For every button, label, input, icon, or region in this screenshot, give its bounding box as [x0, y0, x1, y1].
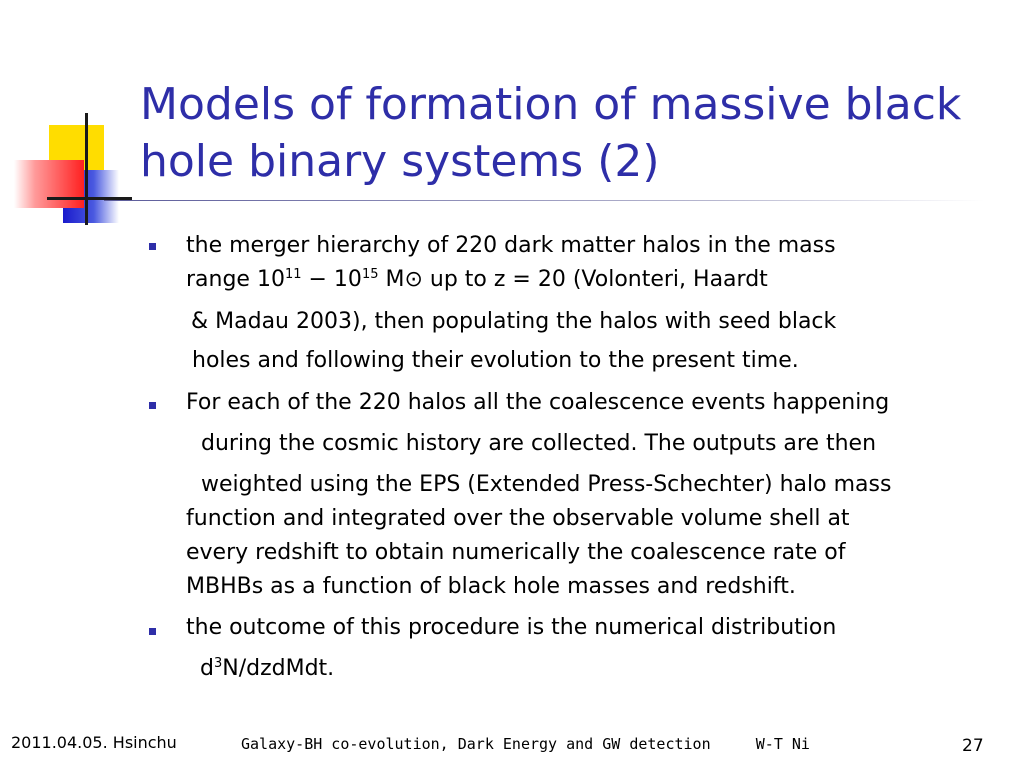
slide-title	[140, 76, 1000, 190]
bullet-2-line-3: weighted using the EPS (Extended Press-Schechter) halo mass	[201, 472, 892, 497]
bullet-3-line-2: $d^3N$/dzdMdt.	[200, 656, 335, 681]
bullet-1-line-3: & Madau 2003), then populating the halos with seed black	[191, 309, 837, 334]
bullet-2-line-6: MBHBs as a function of black hole masses and redshift.	[186, 574, 796, 599]
title-divider	[104, 200, 984, 201]
title-line-1: Models of formation of massive black	[140, 79, 962, 130]
bullet-marker	[149, 628, 156, 635]
bullet-2-line-1: For each of the 220 halos all the coalescence events happening	[186, 390, 890, 415]
bullet-marker	[149, 243, 156, 250]
bullet-2-line-2: during the cosmic history are collected. The outputs are then	[201, 431, 877, 456]
bullet-2-line-4: function and integrated over the observable volume shell at	[186, 506, 850, 531]
bullet-1-line-4: holes and following their evolution to the present time.	[192, 348, 799, 373]
footer-date-location: 2011.04.05. Hsinchu	[11, 733, 177, 752]
bullet-1-line-1: the merger hierarchy of 220 dark matter halos in the mass	[186, 233, 836, 258]
bullet-2-line-5: every redshift to obtain numerically the coalescence rate of	[186, 540, 846, 565]
bullet-3-line-1: the outcome of this procedure is the numerical distribution	[186, 615, 837, 640]
decor-red-square	[14, 160, 84, 208]
footer-presentation-title: Galaxy-BH co-evolution, Dark Energy and GW detection W-T Ni	[241, 735, 810, 753]
slide-number: 27	[962, 736, 984, 756]
bullet-marker	[149, 402, 156, 409]
decor-vertical-line	[85, 113, 88, 225]
bullet-1-line-2: range $10^{11} - 10^{15}$ M⊙ up to z = 20 (Volonteri, Haardt	[186, 267, 768, 292]
title-line-2: hole binary systems (2)	[140, 136, 660, 187]
